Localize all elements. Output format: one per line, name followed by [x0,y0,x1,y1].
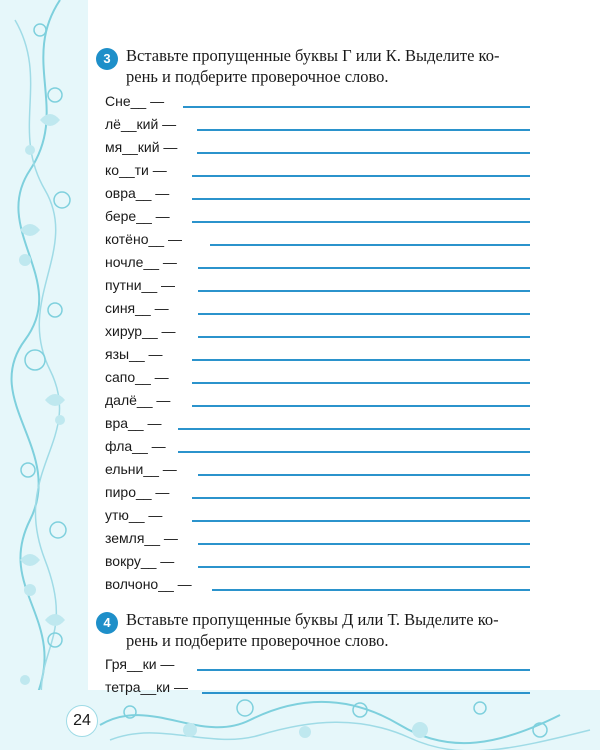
answer-line[interactable] [198,290,530,292]
answer-line[interactable] [192,497,530,499]
answer-line[interactable] [183,106,530,108]
exercise-word: лё__кий — [105,116,177,132]
exercise-word: вра__ — [105,415,162,431]
exercise-row [105,551,530,571]
task-3-badge: 3 [96,48,118,70]
answer-line[interactable] [197,152,530,154]
exercise-word: котёно__ — [105,231,182,247]
exercise-row [105,160,530,180]
answer-line[interactable] [198,313,530,315]
exercise-row [105,505,530,525]
exercise-word: язы__ — [105,346,163,362]
exercise-word: путни__ — [105,277,176,293]
answer-line[interactable] [202,692,530,694]
exercise-word: хирур__ — [105,323,176,339]
exercise-word: мя__кий — [105,139,178,155]
page-number: 24 [66,705,98,737]
answer-line[interactable] [197,669,530,671]
exercise-row [105,298,530,318]
answer-line[interactable] [198,566,530,568]
exercise-row [105,528,530,548]
exercise-row [105,459,530,479]
task-4-instruction [126,609,526,651]
answer-line[interactable] [210,244,530,246]
exercise-word: тетра__ки — [105,679,188,695]
exercise-row [105,114,530,134]
answer-line[interactable] [192,359,530,361]
exercise-word: бере__ — [105,208,170,224]
exercise-row [105,229,530,249]
exercise-row [105,137,530,157]
exercise-word: далё__ — [105,392,171,408]
exercise-word: земля__ — [105,530,178,546]
exercise-word: Гря__ки — [105,656,175,672]
exercise-word: ночле__ — [105,254,177,270]
task-3-instruction-line2: рень и подберите проверочное слово. [126,67,389,86]
task-3-instruction-line1: Вставьте пропущенные буквы Г или К. Выделите ко- [126,46,500,65]
answer-line[interactable] [198,336,530,338]
exercise-word: Сне__ — [105,93,165,109]
exercise-word: ко__ти — [105,162,167,178]
answer-line[interactable] [192,175,530,177]
exercise-word: синя__ — [105,300,169,316]
task-4-instruction-line2: рень и подберите проверочное слово. [126,631,389,650]
answer-line[interactable] [192,221,530,223]
exercise-word: волчоно__ — [105,576,192,592]
exercise-row [105,390,530,410]
exercise-row [105,436,530,456]
answer-line[interactable] [212,589,530,591]
exercise-row [105,654,530,674]
answer-line[interactable] [198,474,530,476]
exercise-row [105,275,530,295]
exercise-row [105,252,530,272]
task-3-instruction [126,45,526,87]
task-4-instruction-line1: Вставьте пропущенные буквы Д или Т. Выделите ко- [126,610,499,629]
exercise-row [105,574,530,594]
answer-line[interactable] [192,405,530,407]
floral-ornament-left [0,0,88,750]
answer-line[interactable] [197,129,530,131]
exercise-word: ельни__ — [105,461,177,477]
exercise-row [105,91,530,111]
exercise-word: пиро__ — [105,484,170,500]
exercise-word: утю__ — [105,507,163,523]
answer-line[interactable] [192,198,530,200]
task-4-badge: 4 [96,612,118,634]
exercise-word: сапо__ — [105,369,169,385]
answer-line[interactable] [178,428,530,430]
exercise-row [105,482,530,502]
exercise-row [105,367,530,387]
decorative-left-border [0,0,88,750]
exercise-row [105,183,530,203]
answer-line[interactable] [192,520,530,522]
exercise-word: овра__ — [105,185,170,201]
answer-line[interactable] [178,451,530,453]
exercise-row [105,344,530,364]
exercise-word: фла__ — [105,438,166,454]
exercise-row [105,206,530,226]
exercise-row [105,321,530,341]
exercise-row [105,413,530,433]
exercise-word: вокру__ — [105,553,175,569]
answer-line[interactable] [192,382,530,384]
answer-line[interactable] [198,543,530,545]
exercise-row [105,677,530,697]
answer-line[interactable] [198,267,530,269]
